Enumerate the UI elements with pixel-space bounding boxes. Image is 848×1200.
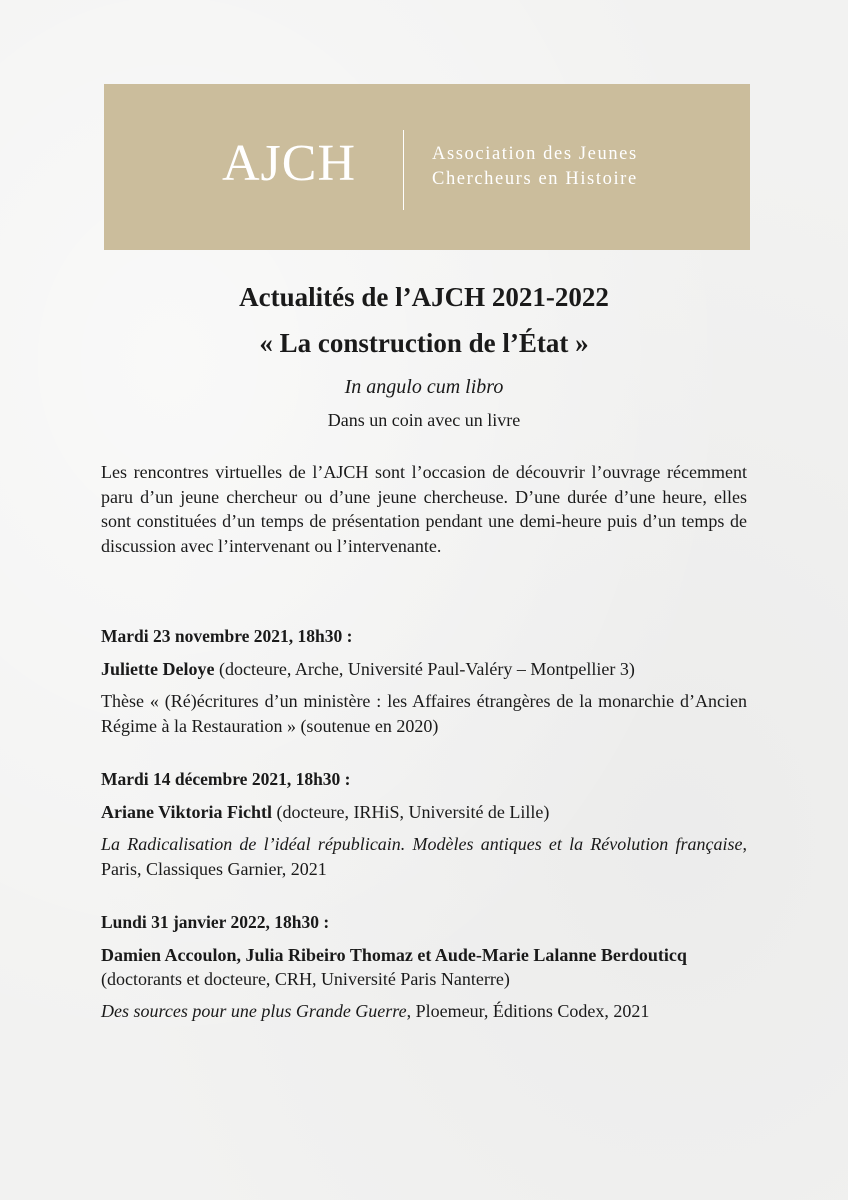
event-affiliation: (doctorants et docteure, CRH, Université Paris Nanterre) bbox=[101, 969, 510, 989]
event-date: Mardi 23 novembre 2021, 18h30 : bbox=[101, 626, 353, 646]
event-speaker-line bbox=[101, 800, 747, 824]
event-date: Mardi 14 décembre 2021, 18h30 : bbox=[101, 769, 351, 789]
event-work-title: Des sources pour une plus Grande Guerre bbox=[101, 1001, 407, 1021]
event-speaker: Ariane Viktoria Fichtl bbox=[101, 802, 272, 822]
page-title: Actualités de l’AJCH 2021-2022 bbox=[239, 282, 609, 312]
event-work bbox=[101, 999, 747, 1024]
event-work: Thèse « (Ré)écritures d’un ministère : les Affaires étrangères de la monarchie d’Ancien Régime à la Restauration » (soutenue en 2020) bbox=[101, 691, 747, 736]
event-date: Lundi 31 janvier 2022, 18h30 : bbox=[101, 912, 330, 932]
subtitle-french: Dans un coin avec un livre bbox=[327, 410, 521, 430]
page-theme: « La construction de l’État » bbox=[259, 328, 589, 358]
logo-divider bbox=[403, 130, 404, 210]
event-speaker: Damien Accoulon, Julia Ribeiro Thomaz et Aude-Marie Lalanne Berdouticq bbox=[101, 945, 687, 965]
logo-line-2: Chercheurs en Histoire bbox=[432, 169, 638, 189]
ajch-banner bbox=[104, 84, 750, 250]
intro-paragraph: Les rencontres virtuelles de l’AJCH sont l’occasion de découvrir l’ouvrage récemment paru d’un jeune chercheur ou d’une jeune chercheuse. D’une durée d’une heure, elles sont constituées d’un temps de présentation pendant une demi-heure puis d’un temps de discussion avec l’intervenant ou l’intervenante. bbox=[101, 462, 747, 556]
subtitle-latin: In angulo cum libro bbox=[344, 376, 504, 398]
logo-line-1: Association des Jeunes bbox=[432, 144, 638, 164]
event-work-details: , Paris, Classiques Garnier, 2021 bbox=[101, 834, 747, 879]
event-2 bbox=[101, 767, 747, 881]
event-work bbox=[101, 832, 747, 881]
event-affiliation: (docteure, IRHiS, Université de Lille) bbox=[271, 802, 550, 822]
event-work-title: La Radicalisation de l’idéal républicain. Modèles antiques et la Révolution française bbox=[101, 834, 743, 854]
event-speaker: Juliette Deloye bbox=[101, 659, 215, 679]
event-affiliation: (docteure, Arche, Université Paul-Valéry – Montpellier 3) bbox=[214, 659, 635, 679]
logo-abbreviation: AJCH bbox=[222, 135, 357, 192]
event-speaker-line bbox=[101, 943, 747, 967]
event-speaker-line bbox=[101, 657, 747, 681]
event-1 bbox=[101, 624, 747, 738]
event-3 bbox=[101, 910, 747, 1024]
event-work-details: , Ploemeur, Éditions Codex, 2021 bbox=[406, 1001, 650, 1021]
logo-full-name bbox=[432, 142, 638, 192]
